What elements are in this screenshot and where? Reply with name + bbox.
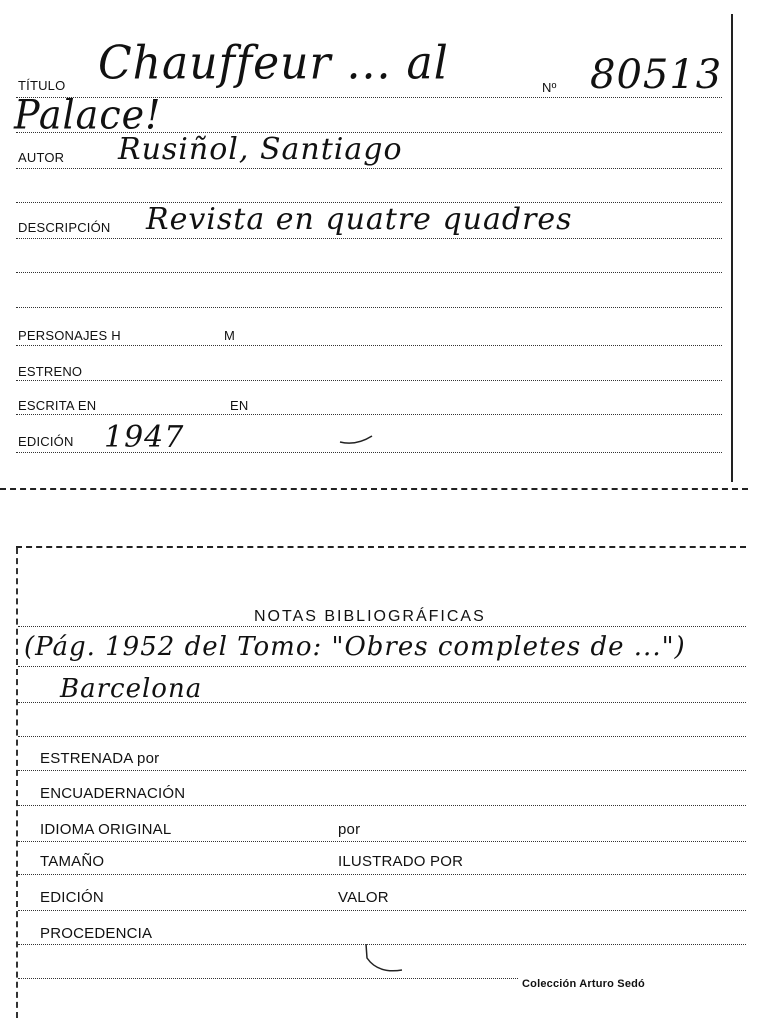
rule — [18, 770, 746, 771]
card-left-border — [16, 548, 18, 1018]
tamano-label: TAMAÑO — [40, 853, 105, 870]
pen-stroke-mark — [364, 942, 408, 978]
descripcion-value: Revista en quatre quadres — [146, 202, 573, 237]
rule — [16, 272, 722, 273]
rule — [18, 805, 746, 806]
rule — [16, 380, 722, 381]
rule — [18, 910, 746, 911]
rule — [18, 978, 518, 979]
estreno-label: ESTRENO — [18, 364, 83, 379]
edicion-label: EDICIÓN — [18, 434, 74, 449]
descripcion-label: DESCRIPCIÓN — [18, 220, 111, 235]
autor-value: Rusiñol, Santiago — [118, 132, 403, 167]
valor-label: VALOR — [338, 889, 389, 906]
collection-footer: Colección Arturo Sedó — [522, 978, 645, 990]
notas-line1: (Pág. 1952 del Tomo: "Obres completes de ...") — [24, 632, 686, 662]
rule — [18, 736, 746, 737]
rule — [18, 874, 746, 875]
catalog-card-top — [0, 0, 759, 495]
procedencia-label: PROCEDENCIA — [40, 925, 153, 942]
encuadernacion-label: ENCUADERNACIÓN — [40, 785, 186, 802]
rule — [16, 345, 722, 346]
rule — [16, 307, 722, 308]
rule — [18, 944, 746, 945]
titulo-value-line1: Chauffeur ... al — [98, 36, 449, 91]
por-label: por — [338, 821, 361, 838]
rule — [16, 238, 722, 239]
rule — [16, 168, 722, 169]
rule — [18, 702, 746, 703]
edicion-value: 1947 — [104, 420, 185, 455]
card-bottom-border — [0, 488, 748, 490]
card-top-border — [16, 546, 746, 548]
numero-label: Nº — [542, 80, 557, 95]
rule — [18, 666, 746, 667]
rule — [16, 414, 722, 415]
edicion-bottom-label: EDICIÓN — [40, 889, 104, 906]
personajes-h-label: PERSONAJES H — [18, 328, 121, 343]
pen-stroke-mark — [338, 432, 374, 446]
rule — [18, 626, 746, 627]
rule — [18, 841, 746, 842]
card-right-border — [731, 14, 733, 482]
ilustrado-por-label: ILUSTRADO POR — [338, 853, 464, 870]
notas-heading: NOTAS BIBLIOGRÁFICAS — [254, 608, 486, 625]
personajes-m-label: M — [224, 328, 236, 343]
catalog-card-bottom — [0, 540, 759, 1028]
notas-line2: Barcelona — [60, 674, 203, 704]
estrenada-por-label: ESTRENADA por — [40, 750, 160, 767]
titulo-value-line2: Palace! — [14, 91, 162, 139]
autor-label: AUTOR — [18, 150, 65, 165]
titulo-label: TÍTULO — [18, 78, 66, 93]
idioma-original-label: IDIOMA ORIGINAL — [40, 821, 172, 838]
en-label: EN — [230, 398, 249, 413]
numero-value: 80513 — [590, 52, 723, 98]
escrita-en-label: ESCRITA EN — [18, 398, 97, 413]
rule — [16, 452, 722, 453]
